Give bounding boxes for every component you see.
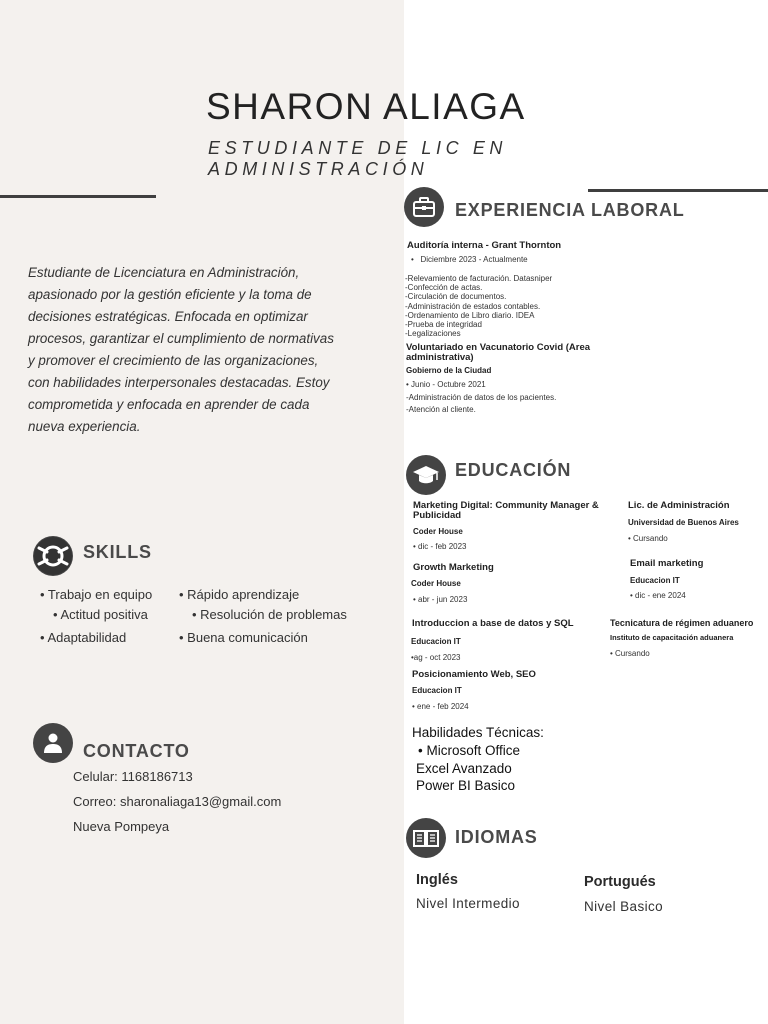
divider-left: [0, 195, 156, 198]
graduation-cap-icon: [406, 455, 446, 495]
technical-skill-item: • Microsoft Office: [418, 743, 521, 758]
contact-heading: CONTACTO: [83, 741, 190, 761]
edu-title: Email marketing: [630, 558, 704, 569]
education-heading: EDUCACIÓN: [455, 460, 572, 480]
hands-circle-icon: [33, 536, 73, 576]
skill-item: • Actitud positiva: [53, 607, 148, 622]
job-title: Voluntariado en Vacunatorio Covid (Area administrativa): [406, 342, 591, 363]
phone-text: Celular: 1168186713: [73, 769, 193, 784]
experience-heading: EXPERIENCIA LABORAL: [455, 200, 685, 220]
edu-date: • Cursando: [628, 534, 668, 543]
edu-date: • dic - feb 2023: [413, 542, 467, 551]
job-org: Gobierno de la Ciudad: [406, 366, 492, 375]
location-text: Nueva Pompeya: [73, 819, 170, 834]
job-title: Auditoría interna - Grant Thornton: [407, 240, 562, 251]
edu-institution: Educacion IT: [411, 637, 461, 646]
skill-item: • Trabajo en equipo: [40, 587, 153, 602]
skill-item: • Buena comunicación: [179, 630, 308, 645]
job-date: • Diciembre 2023 - Actualmente: [411, 255, 528, 264]
edu-title: Tecnicatura de régimen aduanero: [610, 618, 754, 628]
skill-item: • Adaptabilidad: [40, 630, 127, 645]
technical-skill-item: Excel Avanzado: [416, 761, 512, 776]
edu-institution: Educacion IT: [412, 686, 462, 695]
profile-summary: Estudiante de Licenciatura en Administración, apasionado por la gestión eficiente y la toma de decisiones estratégicas. Enfocada en optimizar procesos, garantizar el cumplimiento de normativas y promover el crecimiento de las organizaciones, con habilidades interpersonales destacadas. Estoy comprometida y enfocada en aprender de cada nueva experiencia.: [28, 265, 334, 434]
full-name: SHARON ALIAGA: [206, 86, 526, 127]
technical-skills-heading: Habilidades Técnicas:: [412, 725, 544, 740]
edu-institution: Universidad de Buenos Aires: [628, 518, 739, 527]
edu-title: Marketing Digital: Community Manager & Publicidad: [413, 500, 599, 521]
language-name: Portugués: [584, 874, 656, 890]
edu-title: Growth Marketing: [413, 562, 494, 573]
language-level: Nivel Basico: [584, 899, 664, 914]
edu-date: • abr - jun 2023: [413, 595, 468, 604]
divider-right: [588, 189, 768, 192]
language-level: Nivel Intermedio: [416, 896, 520, 911]
open-book-icon: [406, 818, 446, 858]
edu-title: Posicionamiento Web, SEO: [412, 669, 536, 680]
edu-institution: Educacion IT: [630, 576, 680, 585]
edu-institution: Coder House: [413, 527, 463, 536]
languages-heading: IDIOMAS: [455, 827, 538, 847]
job-date: • Junio - Octubre 2021: [406, 380, 486, 389]
person-icon: [33, 723, 73, 763]
edu-institution: Coder House: [411, 579, 461, 588]
skills-heading: SKILLS: [83, 542, 152, 562]
technical-skill-item: Power BI Basico: [416, 778, 516, 793]
job-duties: -Relevamiento de facturación. Datasniper -Confección de actas. -Circulación de documentos. -Administración de estados contables. -Ordenamiento de Libro diario. IDEA -Prueba de integridad -Legalizaciones: [405, 274, 553, 339]
language-name: Inglés: [416, 872, 458, 888]
email-text: Correo: sharonaliaga13@gmail.com: [73, 794, 282, 809]
skill-item: • Resolución de problemas: [192, 607, 347, 622]
job-duties: -Administración de datos de los pacientes. -Atención al cliente.: [406, 393, 557, 414]
edu-date: • ene - feb 2024: [412, 702, 469, 711]
edu-title: Lic. de Administración: [628, 500, 730, 511]
edu-date: • dic - ene 2024: [630, 591, 686, 600]
edu-title: Introduccion a base de datos y SQL: [412, 618, 574, 629]
edu-institution: Instituto de capacitación aduanera: [610, 633, 734, 642]
job-title-subtitle: ESTUDIANTE DE LIC EN ADMINISTRACIÓN: [208, 138, 508, 179]
skill-item: • Rápido aprendizaje: [179, 587, 300, 602]
edu-date: •ag - oct 2023: [411, 653, 461, 662]
briefcase-icon: [404, 187, 444, 227]
edu-date: • Cursando: [610, 649, 650, 658]
